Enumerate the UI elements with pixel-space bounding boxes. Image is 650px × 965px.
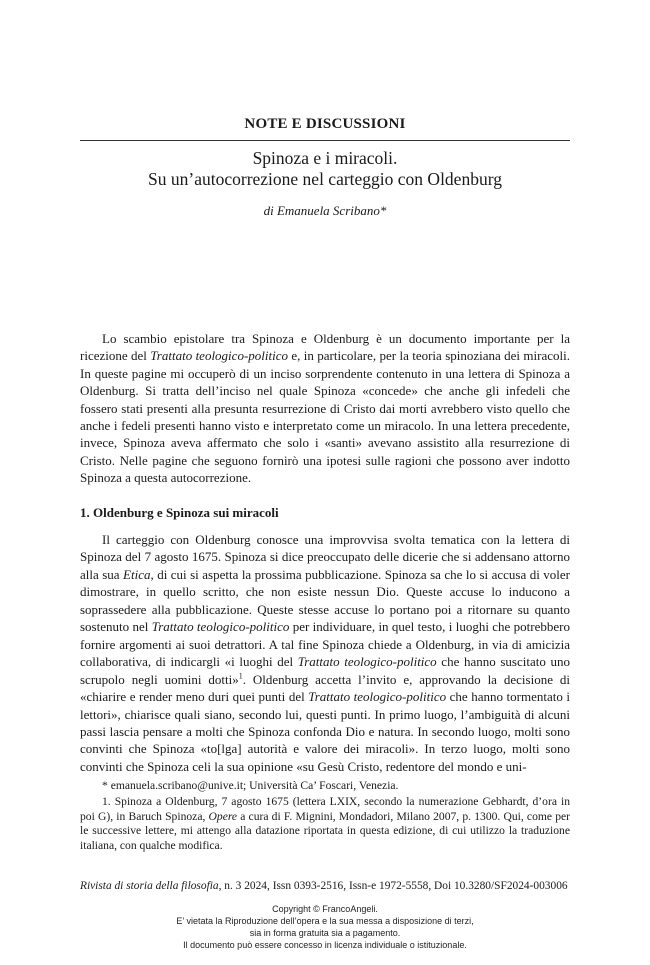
body-text-span: , di cui si aspetta la prossima pubblicazione. Spinoza sa che lo si accusa di voler dimostrare, in quello scritto, che non esiste nessun Dio. Queste accuse lo inducono a soprassedere alla pubblicazione. Queste stesse accuse lo portano poi a ritornare su quanto sostenuto nel [80, 566, 570, 635]
body-text [80, 531, 570, 775]
heading-divider [80, 140, 570, 141]
abstract-work-title: Trattato teologico-politico [150, 348, 288, 364]
body-work-title: Trattato teologico-politico [308, 689, 447, 705]
journal-citation [80, 880, 570, 892]
copyright-line-1: Copyright © FrancoAngeli. [272, 904, 378, 914]
title-line-1: Spinoza e i miracoli. [252, 148, 398, 168]
journal-details: , n. 3 2024, Issn 0393-2516, Issn-e 1972-5558, Doi 10.3280/SF2024-003006 [218, 880, 568, 892]
footnote-work-title: Opere [208, 809, 238, 823]
body-text-span: . Oldenburg accetta l’invito e, approvando la decisione di «chiarire e render meno duri quei punti del [80, 671, 570, 705]
footnote-text: a cura di F. Mignini, Mondadori, Milano 2007, p. 1300. Qui, come per le successive lettere, mi attengo alla datazione riportata in questa edizione, di cui utilizzo la traduzione italiana, con qualche modifica. [80, 809, 571, 853]
journal-name: Rivista di storia della filosofia [80, 880, 219, 892]
copyright-line-2: E’ vietata la Riproduzione dell’opera e la sua messa a disposizione di terzi, [176, 916, 474, 926]
body-paragraph [80, 531, 570, 775]
body-text-span: per individuare, in quel testo, i luoghi che potrebbero fornire argomenti ai suoi detrattori. A tal fine Spinoza chiede a Oldenburg, in via di amicizia collaborativa, di indicargli «i luoghi del [80, 619, 570, 670]
copyright-line-3: sia in forma gratuita sia a pagamento. [249, 928, 401, 938]
footnote-reference[interactable]: 1 [238, 671, 243, 681]
copyright-line-4: Il documento può essere concesso in licenza individuale o istituzionale. [183, 940, 467, 950]
section-heading: NOTE E DISCUSSIONI [244, 116, 406, 132]
footnote-author: * emanuela.scribano@unive.it; Università Ca’ Foscari, Venezia. [102, 779, 399, 792]
abstract-paragraph [80, 330, 570, 487]
footnote-1 [80, 795, 570, 854]
abstract-text: Lo scambio epistolare tra Spinoza e Oldenburg è un documento importante per la ricezione del [80, 331, 570, 364]
title-line-2: Su un’autocorrezione nel carteggio con Oldenburg [148, 169, 502, 189]
body-text-span: Il carteggio con Oldenburg conosce una improvvisa svolta tematica con la lettera di Spinoza del 7 agosto 1675. Spinoza si dice preoccupato delle dicerie che si addensano attorno alla sua [80, 532, 570, 582]
author-byline: di Emanuela Scribano* [263, 203, 387, 218]
body-work-title: Trattato teologico-politico [297, 654, 437, 670]
body-work-title: Trattato teologico-politico [151, 619, 290, 635]
article-title [0, 148, 650, 190]
body-work-title: Etica [123, 566, 151, 582]
body-text-span: che hanno suscitato uno scrupolo negli uomini dotti» [80, 654, 570, 687]
abstract-text: e, in particolare, per la teoria spinoziana dei miracoli. In queste pagine mi occuperò di un inciso sorprendente contenuto in una lettera di Spinoza a Oldenburg. Si tratta dell’inciso nel quale Spinoza «concede» che anche gli infedeli che fossero stati presenti alla presunta resurrezione di Cristo dai morti avrebbero visto quello che anche i fedeli presenti hanno visto e interpretato come un miracolo. In una lettera precedente, invece, Spinoza aveva affermato che solo i «santi» avevano assistito alla resurrezione di Cristo. Nelle pagine che seguono fornirò una ipotesi sulle ragioni che possono aver indotto Spinoza a questa autocorrezione. [80, 348, 570, 486]
abstract [80, 330, 570, 487]
section-title: 1. Oldenburg e Spinoza sui miracoli [80, 505, 279, 520]
copyright-notice [0, 903, 650, 951]
footnote-text: 1. Spinoza a Oldenburg, 7 agosto 1675 (lettera LXIX, secondo la numerazione Gebhardt, d’ora in poi G), in Baruch Spinoza, [80, 794, 570, 823]
footnotes [80, 779, 570, 855]
body-text-span: che hanno tormentato i lettori», chiarisce quali siano, secondo lui, questi punti. In primo luogo, l’ambiguità di alcuni passi lascia pensare a molti che Spinoza confonda Dio e natura. In secondo luogo, molti sono convinti che Spinoza «to[lga] autorità e valore dei miracoli». In terzo luogo, molti sono convinti che Spinoza celi la sua opinione «su Gesù Cristo, redentore del mondo e uni- [80, 689, 570, 774]
